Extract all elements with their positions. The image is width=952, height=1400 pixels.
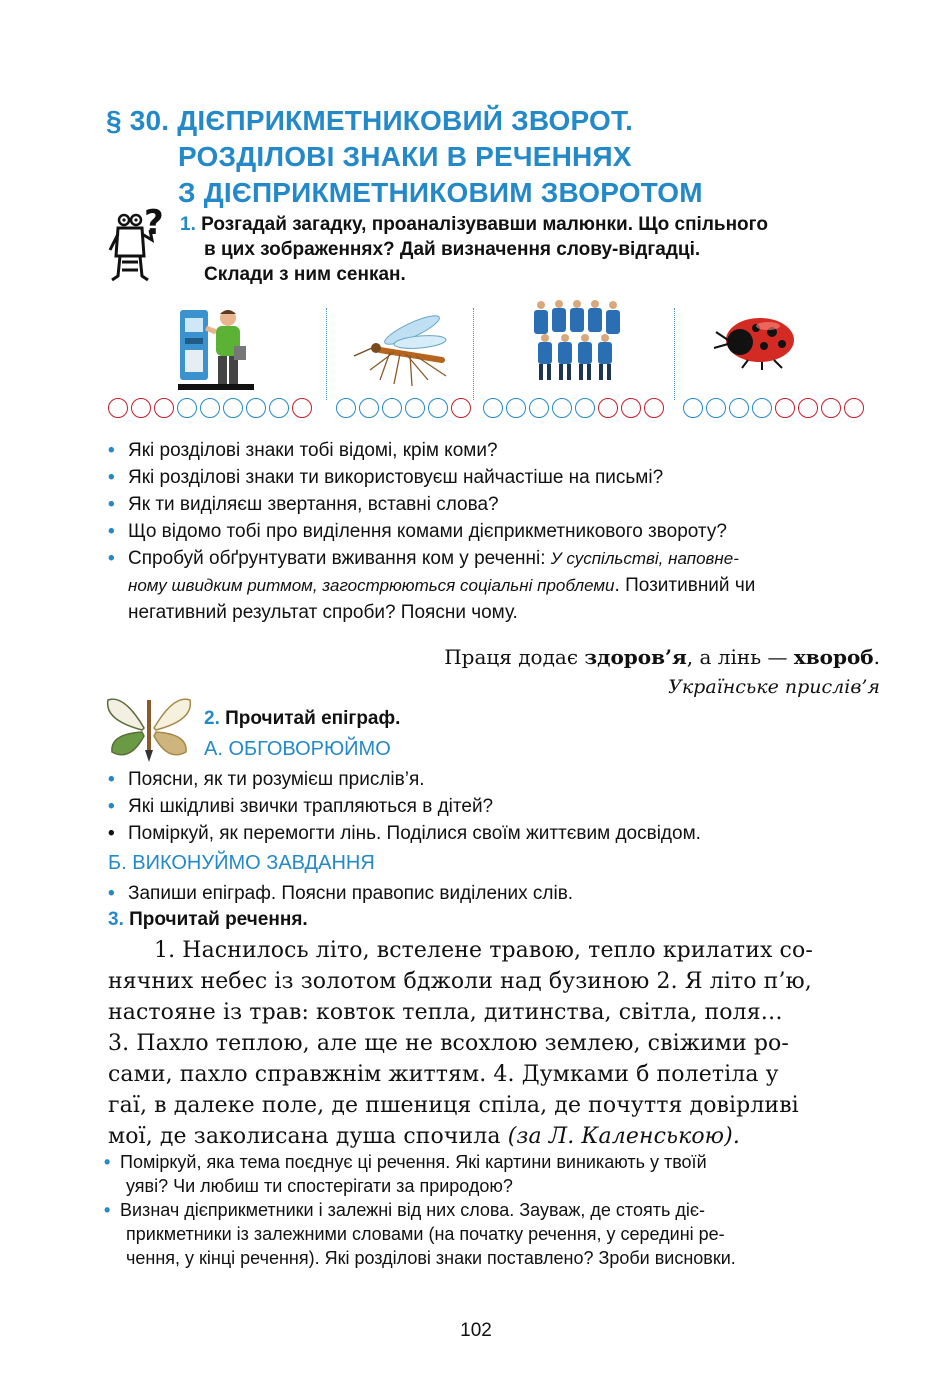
letter-circle (529, 398, 549, 418)
question-line: Поміркуй, яка тема поєднує ці речення. Які картини виникають у твоїй (120, 1152, 707, 1172)
letter-circle (844, 398, 864, 418)
letter-circle (223, 398, 243, 418)
letter-circle (177, 398, 197, 418)
letter-circle (798, 398, 818, 418)
answer-circles-1 (108, 398, 312, 420)
letter-circle (729, 398, 749, 418)
task-1-number: 1. (180, 214, 196, 235)
passage-line (108, 1121, 898, 1152)
letter-circle (683, 398, 703, 418)
list-item: • Запиши епіграф. Поясни правопис виділених слів. (108, 880, 908, 907)
list-item: • Що відомо тобі про виділення комами дієприкметникового звороту? (108, 518, 908, 545)
letter-circle (292, 398, 312, 418)
picture-separator (326, 308, 327, 400)
answer-circles-3 (483, 398, 664, 420)
epigraph-bold-2: хвороб (793, 645, 874, 669)
task-3-text: Прочитай речення. (129, 909, 308, 930)
letter-circle (552, 398, 572, 418)
letter-circle (598, 398, 618, 418)
passage-line: нячних небес із золотом бджоли над бузиною 2. Я літо п’ю, (108, 969, 812, 994)
list-item (104, 1150, 904, 1198)
letter-circle (775, 398, 795, 418)
title-line-3: З ДІЄПРИКМЕТНИКОВИМ ЗВОРОТОМ (178, 177, 703, 208)
example-sentence-part-1: У суспільстві, наповне- (550, 549, 739, 568)
passage-line: 1. Наснилось літо, встелене травою, тепло крилатих со- (154, 938, 813, 963)
task-1-line-1: Розгадай загадку, проаналізувавши малюнки. Що спільного (201, 214, 768, 235)
letter-circle (382, 398, 402, 418)
section-a-list (108, 766, 908, 847)
reading-passage (108, 935, 898, 1152)
task-3 (108, 907, 308, 932)
epigraph-text-2: , а лінь — (686, 645, 794, 669)
task-1 (180, 212, 768, 287)
questions-list (108, 437, 908, 626)
letter-circle (752, 398, 772, 418)
epigraph-bold-1: здоров’я (584, 645, 687, 669)
letter-circle (336, 398, 356, 418)
thinking-figure-icon (106, 200, 168, 288)
letter-circle (706, 398, 726, 418)
list-item (104, 1198, 904, 1270)
butterfly-brush-icon (104, 694, 194, 764)
passage-source: (за Л. Каленською). (507, 1124, 740, 1149)
section-a-heading: А. ОБГОВОРЮЙМО (204, 738, 391, 760)
list-item: • Які шкідливі звички трапляються в дітей? (108, 793, 908, 820)
letter-circle (428, 398, 448, 418)
list-item: • Які розділові знаки ти використовуєш найчастіше на письмі? (108, 464, 908, 491)
list-item: • Які розділові знаки тобі відомі, крім коми? (108, 437, 908, 464)
question-line: Визнач дієприкметники і залежні від них слова. Зауваж, де стоять діє- (120, 1200, 705, 1220)
epigraph-source: Українське прислів’я (668, 676, 880, 698)
page-number: 102 (460, 1320, 492, 1341)
task-3-number: 3. (108, 909, 124, 930)
answer-circles-4 (683, 398, 864, 420)
title-line-2: РОЗДІЛОВІ ЗНАКИ В РЕЧЕННЯХ (178, 141, 632, 172)
letter-circle (108, 398, 128, 418)
section-b-list (108, 880, 908, 907)
page-title (106, 103, 703, 211)
letter-circle (644, 398, 664, 418)
picture-separator (473, 308, 474, 400)
ladybug-icon (708, 314, 798, 375)
letter-circle (246, 398, 266, 418)
task-3-questions (104, 1150, 904, 1270)
football-team-icon (528, 300, 628, 389)
question-line: чення, у кінці речення). Які розділові знаки поставлено? Зроби висновки. (126, 1248, 736, 1268)
picture-separator (674, 308, 675, 400)
list-item: • Поміркуй, як перемогти лінь. Поділися своїм життєвим досвідом. (108, 820, 908, 847)
letter-circle (131, 398, 151, 418)
epigraph-text-3: . (873, 645, 880, 669)
question-line: прикметники із залежними словами (на початку речення, у середині ре- (126, 1224, 725, 1244)
passage-line: сами, пахло справжнім життям. 4. Думками б полетіла у (108, 1062, 779, 1087)
question-5-text: Спробуй обґрунтувати вживання ком у реченні: (128, 548, 551, 569)
mosquito-icon (350, 310, 450, 395)
letter-circle (405, 398, 425, 418)
title-line-1: § 30. ДІЄПРИКМЕТНИКОВИЙ ЗВОРОТ. (106, 105, 634, 136)
list-item: • Поясни, як ти розумієш прислів’я. (108, 766, 908, 793)
atm-icon (176, 304, 256, 397)
letter-circle (269, 398, 289, 418)
passage-line: настояне із трав: ковток тепла, дитинства, світла, поля… (108, 1000, 783, 1025)
question-line: уяві? Чи любиш ти спостерігати за природою? (126, 1176, 513, 1196)
letter-circle (506, 398, 526, 418)
list-item (108, 545, 908, 626)
letter-circle (575, 398, 595, 418)
task-2-text: Прочитай епіграф. (225, 708, 401, 729)
letter-circle (621, 398, 641, 418)
task-2 (204, 706, 400, 731)
section-b-heading: Б. ВИКОНУЙМО ЗАВДАННЯ (108, 852, 375, 874)
task-2-number: 2. (204, 708, 220, 729)
letter-circle (451, 398, 471, 418)
svg-text:?: ? (144, 203, 164, 243)
riddle-pictures (108, 300, 868, 425)
question-5-end: негативний результат спроби? Поясни чому. (128, 602, 518, 623)
question-5-continuation: . Позитивний чи (614, 575, 756, 596)
passage-line: 3. Пахло теплою, але ще не всохлою землею, свіжими ро- (108, 1031, 789, 1056)
passage-line-text: мої, де заколисана душа спочила (108, 1124, 508, 1149)
example-sentence-part-2: ному швидким ритмом, загострюються соціальні проблеми (128, 576, 615, 595)
letter-circle (821, 398, 841, 418)
epigraph-text-1: Праця додає (444, 645, 585, 669)
task-1-line-2: в цих зображеннях? Дай визначення слову-відгадці. (204, 239, 701, 260)
letter-circle (359, 398, 379, 418)
epigraph (444, 645, 880, 669)
letter-circle (483, 398, 503, 418)
passage-line: гаї, в далеке поле, де пшениця спіла, де почуття довірливі (108, 1093, 799, 1118)
answer-circles-2 (336, 398, 471, 420)
letter-circle (200, 398, 220, 418)
task-1-line-3: Склади з ним сенкан. (204, 264, 406, 285)
list-item: • Як ти виділяєш звертання, вставні слова? (108, 491, 908, 518)
letter-circle (154, 398, 174, 418)
